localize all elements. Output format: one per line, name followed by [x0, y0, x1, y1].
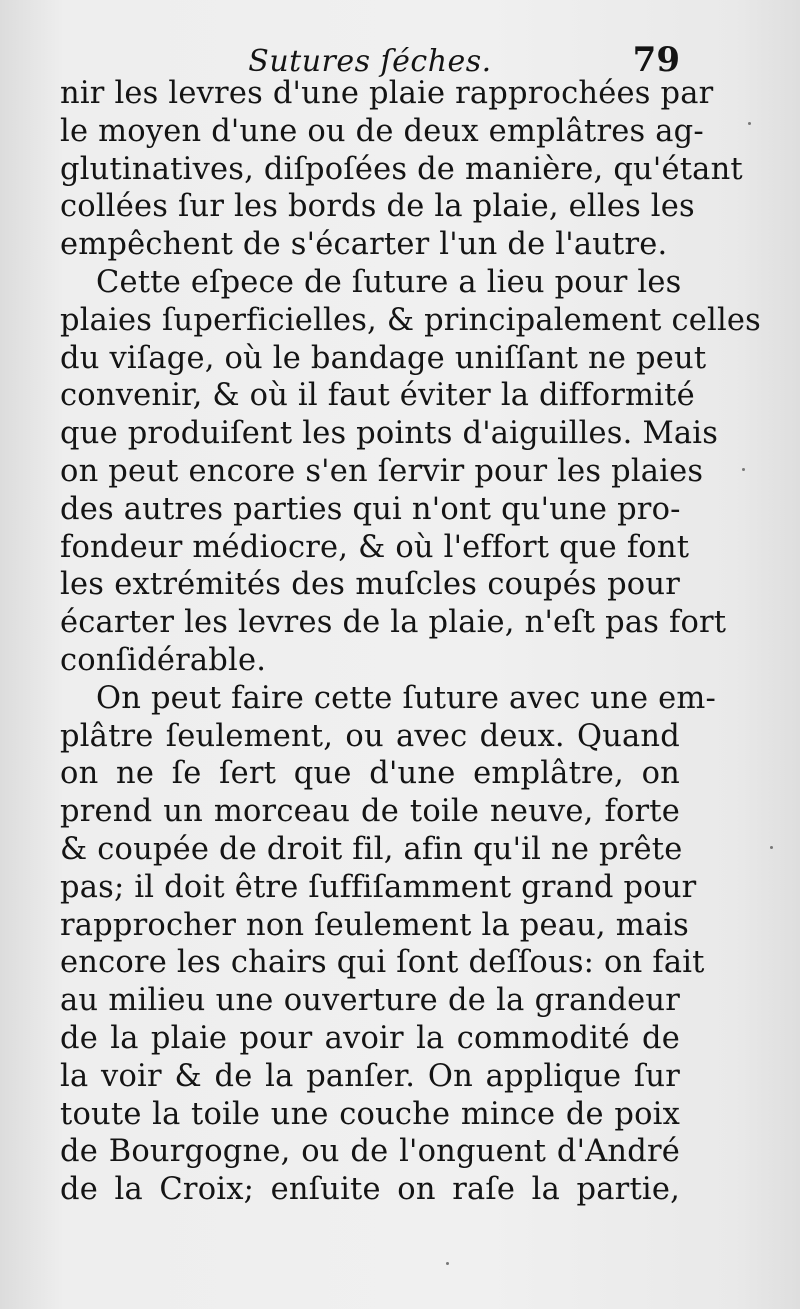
text-line: fondeur médiocre, & où l'effort que font	[60, 529, 690, 565]
text-line: plaies ſuperficielles, & principalement celles	[60, 302, 762, 338]
text-line: des autres parties qui n'ont qu'une pro-	[60, 491, 681, 527]
text-line: de la plaie pour avoir la commodité de	[60, 1020, 680, 1056]
text-line: on ne ſe ſert que d'une emplâtre, on	[60, 756, 680, 792]
text-line: glutinatives, diſpoſées de manière, qu'étant	[60, 151, 743, 187]
text-line: rapprocher non ſeulement la peau, mais	[60, 907, 690, 943]
text-line: du viſage, où le bandage uniſſant ne peut	[60, 340, 707, 376]
text-line: encore les chairs qui ſont deſſous: on fait	[60, 945, 705, 981]
text-line: au milieu une ouverture de la grandeur	[60, 983, 680, 1019]
text-line: on peut encore s'en ſervir pour les plaies	[60, 453, 704, 489]
text-line: conſidérable.	[60, 642, 267, 678]
text-line: de Bourgogne, ou de l'onguent d'André	[60, 1134, 680, 1170]
text-line: convenir, & où il faut éviter la difformité	[60, 378, 695, 414]
text-line: & coupée de droit fil, afin qu'il ne prête	[60, 831, 683, 867]
paper-speck	[770, 846, 773, 849]
text-line: collées ſur les bords de la plaie, elles les	[60, 189, 695, 225]
text-line: pas; il doit être ſuffiſamment grand pour	[60, 869, 697, 905]
body-text	[60, 75, 762, 1209]
text-line: le moyen d'une ou de deux emplâtres ag-	[60, 113, 704, 149]
text-line: prend un morceau de toile neuve, forte	[60, 794, 680, 830]
text-line: de la Croix; enſuite on raſe la partie,	[60, 1172, 680, 1208]
paper-speck	[742, 468, 745, 471]
text-line: la voir & de la panſer. On applique ſur	[60, 1058, 680, 1094]
text-line: On peut faire cette ſuture avec une em-	[96, 680, 716, 716]
page-number: 79	[632, 40, 680, 80]
text-line: que produiſent les points d'aiguilles. Mais	[60, 416, 719, 452]
text-line: empêchent de s'écarter l'un de l'autre.	[60, 227, 668, 263]
text-line: plâtre ſeulement, ou avec deux. Quand	[60, 718, 680, 754]
text-line: toute la toile une couche mince de poix	[60, 1096, 680, 1132]
text-line: écarter les levres de la plaie, n'eſt pas fort	[60, 605, 727, 641]
text-line: les extrémités des muſcles coupés pour	[60, 567, 680, 603]
text-line: Cette eſpece de ſuture a lieu pour les	[96, 264, 682, 300]
text-line: nir les levres d'une plaie rapprochées par	[60, 76, 714, 111]
paper-speck	[446, 1262, 449, 1265]
paper-speck	[748, 122, 751, 125]
running-head: Sutures ſéches.	[248, 44, 492, 79]
